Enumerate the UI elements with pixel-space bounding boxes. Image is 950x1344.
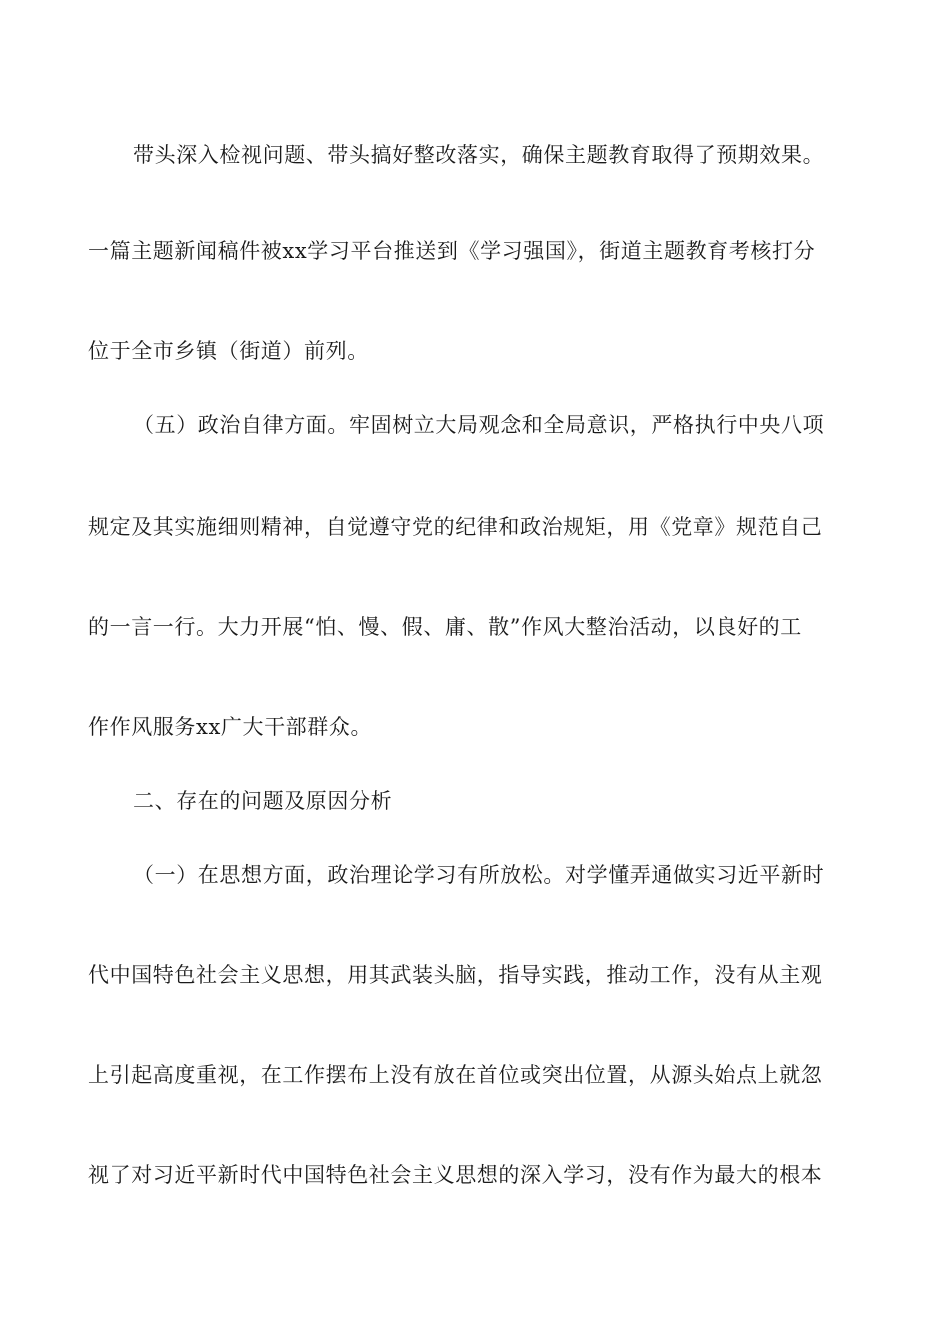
text-line: 作作风服务xx广大干部群众。 [88,715,373,739]
text-line: 一篇主题新闻稿件被xx学习平台推送到《学习强国》，街道主题教育考核打分 [88,239,816,263]
section-five-heading: （五）政治自律方面。牢固树立大局观念和全局意识，严格执行中央八项 [133,413,825,437]
section-two-heading: 二、存在的问题及原因分析 [133,789,393,813]
text-line: 的一言一行。大力开展“怕、慢、假、庸、散”作风大整治活动，以良好的工 [88,615,802,639]
text-line: 代中国特色社会主义思想，用其武装头脑，指导实践，推动工作，没有从主观 [88,963,823,987]
subsection-one-heading: （一）在思想方面，政治理论学习有所放松。对学懂弄通做实习近平新时 [133,863,825,887]
text-line: 上引起高度重视，在工作摆布上没有放在首位或突出位置，从源头始点上就忽 [88,1063,823,1087]
text-line: 带头深入检视问题、带头搞好整改落实，确保主题教育取得了预期效果。 [133,143,825,167]
text-line: 视了对习近平新时代中国特色社会主义思想的深入学习，没有作为最大的根本 [88,1163,823,1187]
text-line: 规定及其实施细则精神，自觉遵守党的纪律和政治规矩，用《党章》规范自己 [88,515,823,539]
text-line: 位于全市乡镇（街道）前列。 [88,339,369,363]
